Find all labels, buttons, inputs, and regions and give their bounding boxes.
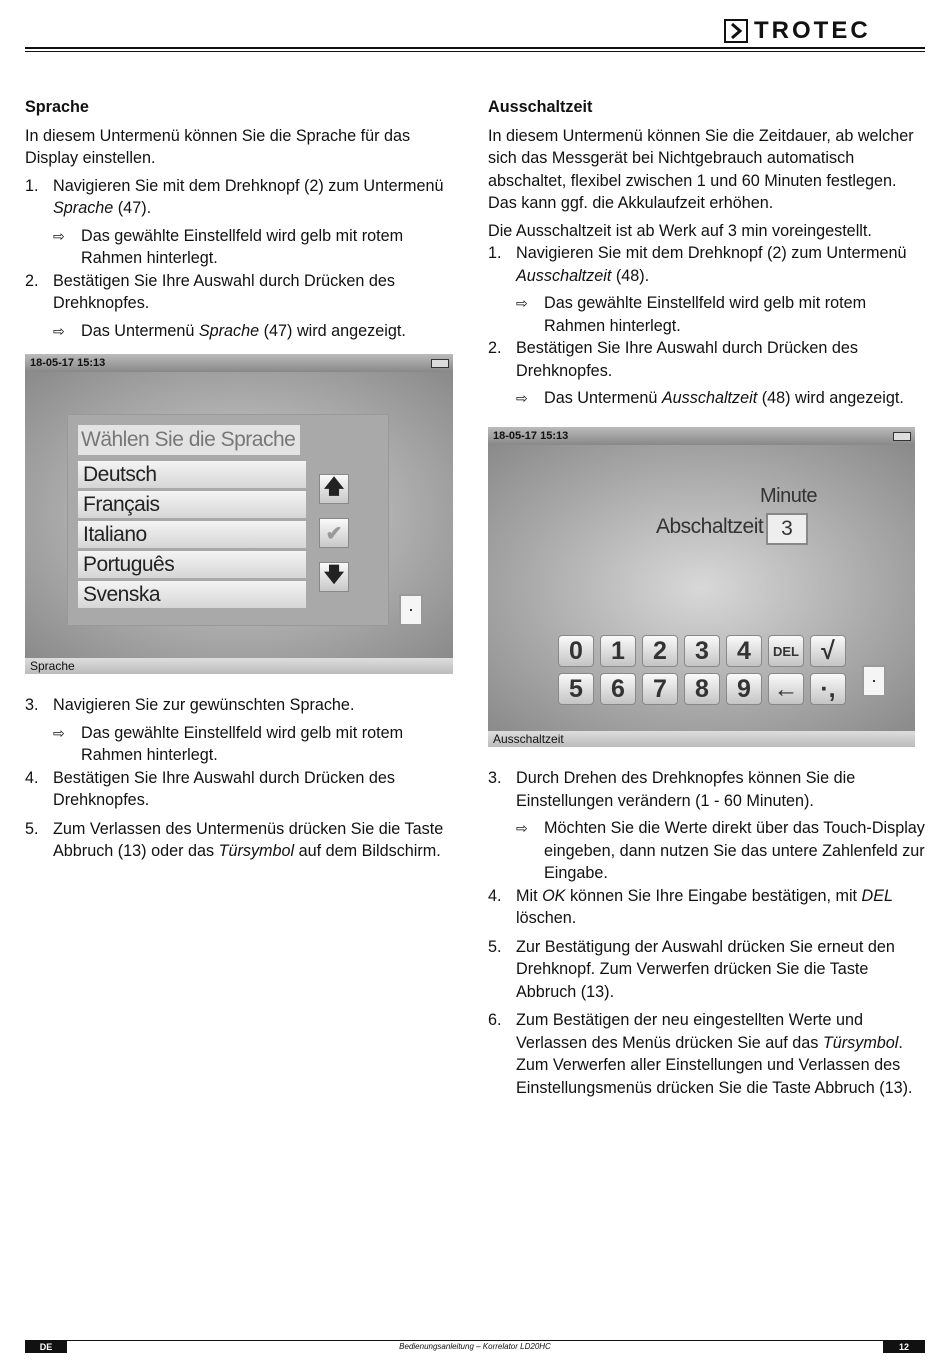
left-column-bottom [25, 694, 455, 863]
step-1: 1. Navigieren Sie mit dem Drehknopf (2) zum Untermenü Ausschaltzeit (48). [488, 244, 907, 285]
battery-icon [431, 359, 449, 368]
key-1[interactable]: 1 [600, 635, 636, 667]
door-icon[interactable] [399, 594, 423, 626]
key-0[interactable]: 0 [558, 635, 594, 667]
page-number: 12 [883, 1341, 925, 1353]
shutoff-value-field[interactable]: 3 [766, 513, 808, 545]
arrow-down-button[interactable]: 🡇 [319, 562, 349, 592]
result-2: ⇨ Das Untermenü Ausschaltzeit (48) wird angezeigt. [516, 387, 926, 410]
footer-title: Bedienungsanleitung – Korrelator LD20HC [399, 1342, 551, 1351]
result-3: ⇨ Möchten Sie die Werte direkt über das Touch-Display eingeben, dann nutzen Sie das untere Zahlenfeld zur Eingabe. [516, 817, 926, 885]
language-option[interactable]: Svenska [78, 581, 306, 608]
right-column-bottom [488, 767, 926, 1099]
result-arrow-icon: ⇨ [53, 322, 65, 339]
language-option[interactable]: Português [78, 551, 306, 578]
header-rule-thin [25, 51, 925, 52]
backspace-key[interactable]: ← [768, 673, 804, 705]
key-4[interactable]: 4 [726, 635, 762, 667]
result-1: ⇨ Das gewählte Einstellfeld wird gelb mit rotem Rahmen hinterlegt. [53, 225, 455, 270]
key-8[interactable]: 8 [684, 673, 720, 705]
result-arrow-icon: ⇨ [53, 227, 65, 244]
result-3: ⇨ Das gewählte Einstellfeld wird gelb mit rotem Rahmen hinterlegt. [53, 722, 455, 767]
key-9[interactable]: 9 [726, 673, 762, 705]
screen-status: Ausschaltzeit [488, 731, 915, 747]
language-option[interactable]: Italiano [78, 521, 306, 548]
step-4: 4. Bestätigen Sie Ihre Auswahl durch Drücken des Drehknopfes. [25, 768, 395, 809]
unit-label: Minute [760, 485, 818, 507]
confirm-key[interactable]: √ [810, 635, 846, 667]
section-heading-ausschaltzeit: Ausschaltzeit [488, 98, 593, 116]
arrow-up-button[interactable]: 🡅 [319, 474, 349, 504]
right-column-top [488, 96, 926, 410]
step-2: 2. Bestätigen Sie Ihre Auswahl durch Drücken des Drehknopfes. [25, 271, 395, 312]
intro-text: In diesem Untermenü können Sie die Sprache für das Display einstellen. [25, 126, 411, 167]
language-title: Wählen Sie die Sprache [78, 425, 300, 455]
screen-datetime: 18-05-17 15:13 [493, 430, 569, 442]
step-4: 4. Mit OK können Sie Ihre Eingabe bestätigen, mit DEL löschen. [488, 886, 894, 927]
step-5: 5. Zum Verlassen des Untermenüs drücken Sie die Taste Abbruch (13) oder das Türsymbol auf dem Bildschirm. [25, 819, 444, 860]
language-option[interactable]: Deutsch [78, 461, 306, 488]
screen-datetime: 18-05-17 15:13 [30, 357, 106, 369]
default-note: Die Ausschaltzeit ist ab Werk auf 3 min voreingestellt. [488, 221, 872, 240]
section-heading-sprache: Sprache [25, 98, 89, 116]
screenshot-sprache [25, 354, 453, 674]
key-6[interactable]: 6 [600, 673, 636, 705]
battery-icon [893, 432, 911, 441]
screen-body [25, 372, 453, 658]
screenshot-ausschaltzeit [488, 427, 915, 747]
left-column-top [25, 96, 455, 342]
delete-key[interactable]: DEL [768, 635, 804, 667]
result-arrow-icon: ⇨ [516, 820, 528, 836]
page-footer [25, 1340, 925, 1353]
step-2: 2. Bestätigen Sie Ihre Auswahl durch Drücken des Drehknopfes. [488, 339, 858, 380]
key-7[interactable]: 7 [642, 673, 678, 705]
footer-language: DE [25, 1341, 67, 1353]
trotec-logo [724, 17, 871, 45]
screen-top-bar [25, 354, 453, 372]
door-icon[interactable] [862, 665, 886, 697]
key-2[interactable]: 2 [642, 635, 678, 667]
result-arrow-icon: ⇨ [516, 390, 528, 406]
intro-text: In diesem Untermenü können Sie die Zeitdauer, ab welcher sich das Messgerät bei Nichtgebrauch automatisch abschaltet, flexibel zwischen 1 und 60 Minuten festlegen. Das kann ggf. die Akkulaufzeit erhöhen. [488, 126, 914, 212]
decimal-key[interactable]: ·, [810, 673, 846, 705]
result-2: ⇨ Das Untermenü Sprache (47) wird angezeigt. [53, 320, 455, 343]
step-6: 6. Zum Bestätigen der neu eingestellten Werte und Verlassen des Menüs drücken Sie auf das Türsymbol. Zum Verwerfen aller Einstellungen und Verlassen des Einstellungsmenüs drücken Sie die Taste Abbruch (13). [488, 1011, 913, 1097]
language-option[interactable]: Français [78, 491, 306, 518]
step-1: 1. Navigieren Sie mit dem Drehknopf (2) zum Untermenü Sprache (47). [25, 176, 444, 217]
screen-status: Sprache [25, 658, 453, 674]
screen-body [488, 445, 915, 731]
key-3[interactable]: 3 [684, 635, 720, 667]
chevron-logo-icon [724, 19, 748, 43]
brand-name: TROTEC [754, 17, 871, 44]
step-5: 5. Zur Bestätigung der Auswahl drücken Sie erneut den Drehknopf. Zum Verwerfen drücken Sie die Taste Abbruch (13). [488, 937, 895, 1001]
screen-top-bar [488, 427, 915, 445]
check-button[interactable]: ✔ [319, 518, 349, 548]
key-5[interactable]: 5 [558, 673, 594, 705]
result-1: ⇨ Das gewählte Einstellfeld wird gelb mit rotem Rahmen hinterlegt. [516, 292, 926, 337]
step-3: 3. Navigieren Sie zur gewünschten Sprache. [25, 696, 355, 714]
step-3: 3. Durch Drehen des Drehknopfes können Sie die Einstellungen verändern (1 - 60 Minuten). [488, 769, 856, 810]
shutoff-label: Abschaltzeit [656, 515, 764, 538]
result-arrow-icon: ⇨ [516, 295, 528, 311]
header-rule [25, 47, 925, 49]
result-arrow-icon: ⇨ [53, 724, 65, 741]
